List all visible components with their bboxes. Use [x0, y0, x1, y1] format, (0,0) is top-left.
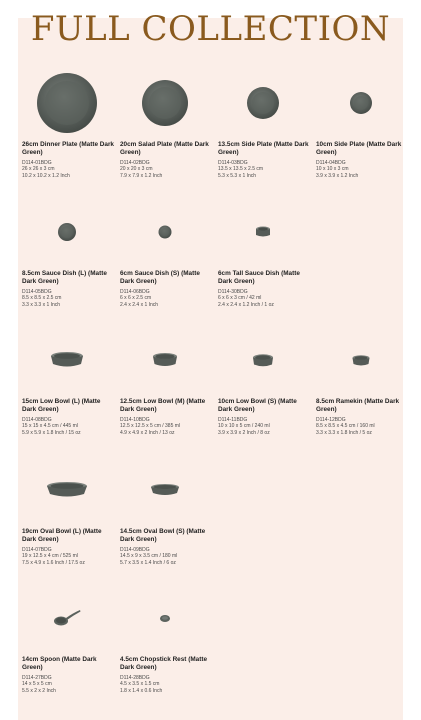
product-meta	[218, 417, 310, 436]
product-dim-in: 2.4 x 2.4 x 1.2 Inch / 1 oz	[218, 301, 274, 308]
product-code: D114-07BDG	[22, 547, 52, 553]
product-name: 12.5cm Low Bowl (M) (Matte Dark Green)	[120, 398, 206, 414]
product-dim-cm: 6 x 6 x 3 cm / 42 ml	[218, 295, 262, 302]
product-name: 14.5cm Oval Bowl (S) (Matte Dark Green)	[120, 528, 206, 544]
product-meta	[218, 289, 310, 308]
oval-bowl-large-icon	[19, 450, 115, 530]
product-name: 10cm Side Plate (Matte Dark Green)	[316, 141, 402, 157]
sauce-dish-large-icon	[19, 192, 115, 272]
low-bowl-large-icon	[19, 320, 115, 400]
product-name: 8.5cm Sauce Dish (L) (Matte Dark Green)	[22, 270, 107, 286]
low-bowl-medium-icon	[117, 320, 213, 400]
product-meta	[120, 675, 212, 694]
product-dim-cm: 10 x 10 x 3 cm	[316, 166, 349, 173]
product-name: 20cm Salad Plate (Matte Dark Green)	[120, 141, 209, 157]
side-plate-icon	[215, 63, 311, 143]
product-code: D114-11BDG	[218, 417, 248, 423]
product-meta	[22, 417, 114, 436]
product-dim-in: 7.9 x 7.9 x 1.2 Inch	[120, 172, 163, 179]
product-name: 8.5cm Ramekin (Matte Dark Green)	[316, 398, 400, 414]
product-dim-cm: 14.5 x 9 x 3.5 cm / 180 ml	[120, 553, 178, 560]
product-code: D114-09BDG	[120, 547, 150, 553]
product-code: D114-27BDG	[22, 675, 52, 681]
low-bowl-small-icon	[215, 320, 311, 400]
product-dim-cm: 26 x 26 x 3 cm	[22, 166, 55, 173]
product-name: 10cm Low Bowl (S) (Matte Dark Green)	[218, 398, 297, 414]
product-code: D114-06BDG	[120, 289, 150, 295]
product-dim-in: 3.3 x 3.3 x 1.8 Inch / 5 oz	[316, 429, 372, 436]
product-name: 13.5cm Side Plate (Matte Dark Green)	[218, 141, 309, 157]
product-name: 6cm Tall Sauce Dish (Matte Dark Green)	[218, 270, 300, 286]
product-dim-cm: 12.5 x 12.5 x 5 cm / 385 ml	[120, 423, 181, 430]
product-meta	[120, 547, 212, 566]
oval-bowl-small-icon	[117, 450, 213, 530]
product-name: 26cm Dinner Plate (Matte Dark Green)	[22, 141, 114, 157]
product-dim-cm: 8.5 x 8.5 x 2.5 cm	[22, 295, 62, 302]
product-meta	[120, 289, 212, 308]
page-title: FULL COLLECTION	[30, 9, 391, 49]
product-code: D114-01BDG	[22, 160, 52, 166]
product-dim-in: 5.5 x 2 x 2 Inch	[22, 687, 56, 694]
product-meta	[22, 547, 114, 566]
product-dim-in: 5.3 x 5.3 x 1 Inch	[218, 172, 257, 179]
product-dim-in: 5.9 x 5.9 x 1.8 Inch / 15 oz	[22, 429, 81, 436]
product-dim-in: 4.9 x 4.9 x 2 Inch / 13 oz	[120, 429, 175, 436]
product-dim-cm: 6 x 6 x 2.5 cm	[120, 295, 152, 302]
product-meta	[120, 417, 212, 436]
product-dim-cm: 14 x 5 x 5 cm	[22, 681, 52, 688]
product-dim-in: 2.4 x 2.4 x 1 Inch	[120, 301, 159, 308]
product-dim-cm: 15 x 15 x 4.5 cm / 445 ml	[22, 423, 78, 430]
ramekin-icon	[313, 320, 409, 400]
product-dim-in: 3.3 x 3.3 x 1 Inch	[22, 301, 61, 308]
product-meta	[316, 160, 408, 179]
product-dim-in: 10.2 x 10.2 x 1.2 Inch	[22, 172, 70, 179]
product-code: D114-05BDG	[22, 289, 52, 295]
product-code: D114-04BDG	[316, 160, 346, 166]
tall-sauce-dish-icon	[215, 192, 311, 272]
product-name: 6cm Sauce Dish (S) (Matte Dark Green)	[120, 270, 200, 286]
product-dim-in: 3.9 x 3.9 x 2 Inch / 8 oz	[218, 429, 270, 436]
product-meta	[22, 289, 114, 308]
sauce-dish-small-icon	[117, 192, 213, 272]
product-name: 15cm Low Bowl (L) (Matte Dark Green)	[22, 398, 101, 414]
product-code: D114-30BDG	[218, 289, 248, 295]
product-dim-cm: 4.5 x 3.5 x 1.5 cm	[120, 681, 160, 688]
small-side-plate-icon	[313, 63, 409, 143]
product-dim-in: 1.8 x 1.4 x 0.6 Inch	[120, 687, 163, 694]
product-meta	[120, 160, 212, 179]
product-dim-in: 5.7 x 3.5 x 1.4 Inch / 6 oz	[120, 559, 176, 566]
product-dim-cm: 20 x 20 x 3 cm	[120, 166, 153, 173]
product-code: D114-02BDG	[120, 160, 150, 166]
product-dim-cm: 8.5 x 8.5 x 4.5 cm / 160 ml	[316, 423, 375, 430]
product-meta	[22, 160, 114, 179]
product-name: 14cm Spoon (Matte Dark Green)	[22, 656, 97, 672]
salad-plate-icon	[117, 63, 213, 143]
product-name: 4.5cm Chopstick Rest (Matte Dark Green)	[120, 656, 208, 672]
chopstick-rest-icon	[117, 578, 213, 658]
product-dim-in: 7.5 x 4.9 x 1.6 Inch / 17.5 oz	[22, 559, 85, 566]
product-dim-cm: 10 x 10 x 5 cm / 240 ml	[218, 423, 270, 430]
product-name: 19cm Oval Bowl (L) (Matte Dark Green)	[22, 528, 102, 544]
product-code: D114-10BDG	[120, 417, 150, 423]
product-code: D114-28BDG	[120, 675, 150, 681]
product-dim-cm: 19 x 12.5 x 4 cm / 525 ml	[22, 553, 78, 560]
product-meta	[218, 160, 310, 179]
product-dim-in: 3.9 x 3.9 x 1.2 Inch	[316, 172, 359, 179]
dinner-plate-icon	[19, 63, 115, 143]
product-code: D114-12BDG	[316, 417, 346, 423]
product-code: D114-03BDG	[218, 160, 248, 166]
product-dim-cm: 13.5 x 13.5 x 2.5 cm	[218, 166, 264, 173]
spoon-icon	[19, 578, 115, 658]
product-code: D114-08BDG	[22, 417, 52, 423]
product-meta	[22, 675, 114, 694]
product-meta	[316, 417, 408, 436]
